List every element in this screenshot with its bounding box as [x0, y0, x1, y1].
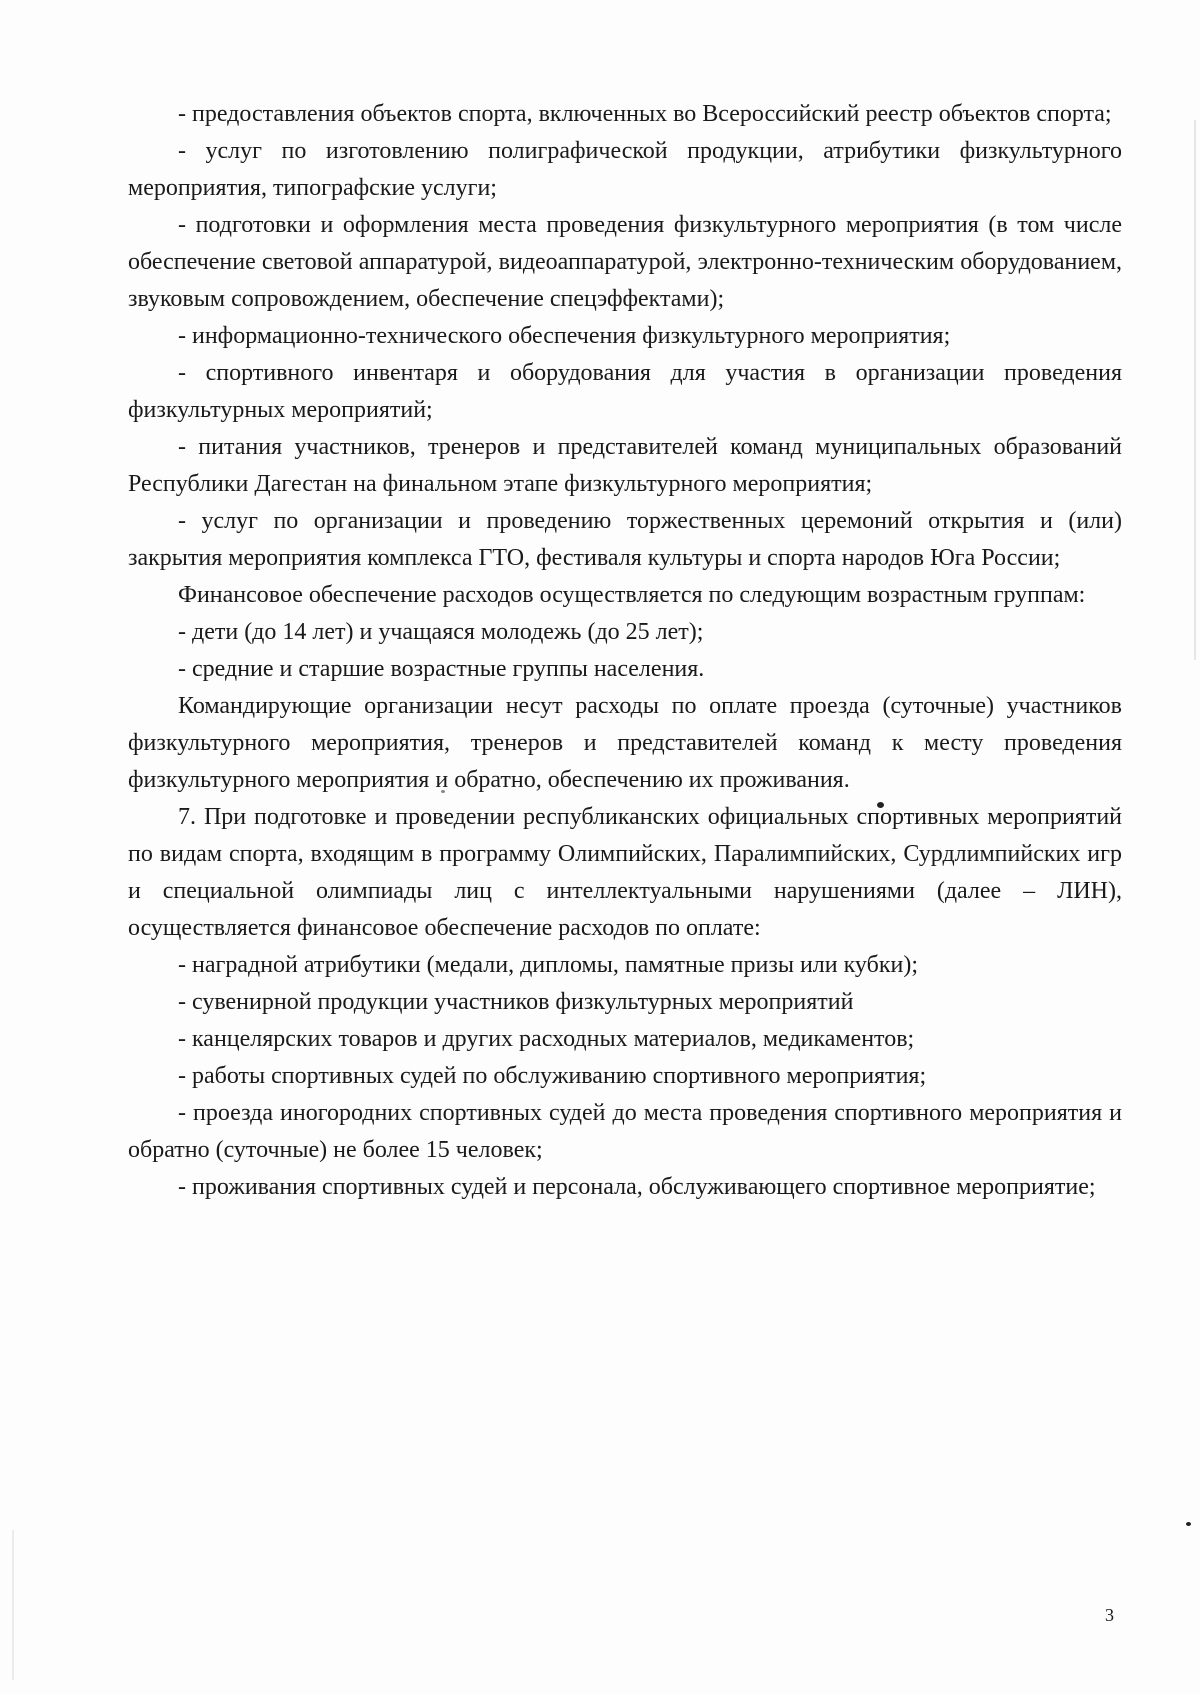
paragraph: - дети (до 14 лет) и учащаяся молодежь (до 25 лет); — [178, 619, 704, 645]
paragraph: - проезда иногородних спортивных судей до места проведения спортивного мероприятия и обратно (суточные) не более 15 человек; — [128, 1100, 1122, 1163]
scan-edge-mark — [12, 1530, 14, 1680]
page-number: 3 — [1105, 1605, 1114, 1625]
paragraph: - услуг по изготовлению полиграфической продукции, атрибутики физкультурного мероприятия, типографские услуги; — [128, 138, 1122, 201]
paragraph: Командирующие организации несут расходы по оплате проезда (суточные) участников физкультурного мероприятия, тренеров и представителей команд к месту проведения физкультурного мероприятия и обратно, обеспечению их проживания. — [128, 693, 1122, 793]
paragraph: - питания участников, тренеров и представителей команд муниципальных образований Республики Дагестан на финальном этапе физкультурного мероприятия; — [128, 434, 1122, 497]
paragraph: - наградной атрибутики (медали, дипломы, памятные призы или кубки); — [178, 952, 918, 978]
paragraph: - информационно-технического обеспечения физкультурного мероприятия; — [178, 323, 951, 349]
paragraph: - средние и старшие возрастные группы населения. — [178, 656, 705, 682]
paragraph: - предоставления объектов спорта, включенных во Всероссийский реестр объектов спорта; — [178, 101, 1112, 127]
paragraph: - канцелярских товаров и других расходных материалов, медикаментов; — [178, 1026, 915, 1052]
paragraph: - услуг по организации и проведению торжественных церемоний открытия и (или) закрытия мероприятия комплекса ГТО, фестиваля культуры и спорта народов Юга России; — [128, 508, 1122, 571]
paragraph: 7. При подготовке и проведении республиканских официальных спортивных мероприятий по видам спорта, входящим в программу Олимпийских, Паралимпийских, Сурдлимпийских игр и специальной олимпиады лиц с интеллектуальными нарушениями (далее – ЛИН), осуществляется финансовое обеспечение расходов по оплате: — [128, 804, 1122, 941]
paragraph: - спортивного инвентаря и оборудования для участия в организации проведения физкультурных мероприятий; — [128, 360, 1122, 423]
document-body — [128, 96, 1122, 1206]
paragraph: - подготовки и оформления места проведения физкультурного мероприятия (в том числе обеспечение световой аппаратурой, видеоаппаратурой, электронно-техническим оборудованием, звуковым сопровождением, обеспечение спецэффектами); — [128, 212, 1122, 312]
paragraph: - работы спортивных судей по обслуживанию спортивного мероприятия; — [178, 1063, 927, 1089]
scan-edge-mark — [1194, 120, 1196, 660]
paragraph: - проживания спортивных судей и персонала, обслуживающего спортивное мероприятие; — [178, 1174, 1096, 1200]
paragraph: Финансовое обеспечение расходов осуществляется по следующим возрастным группам: — [178, 582, 1086, 608]
scan-speck — [1186, 1522, 1191, 1526]
paragraph: - сувенирной продукции участников физкультурных мероприятий — [178, 989, 854, 1015]
